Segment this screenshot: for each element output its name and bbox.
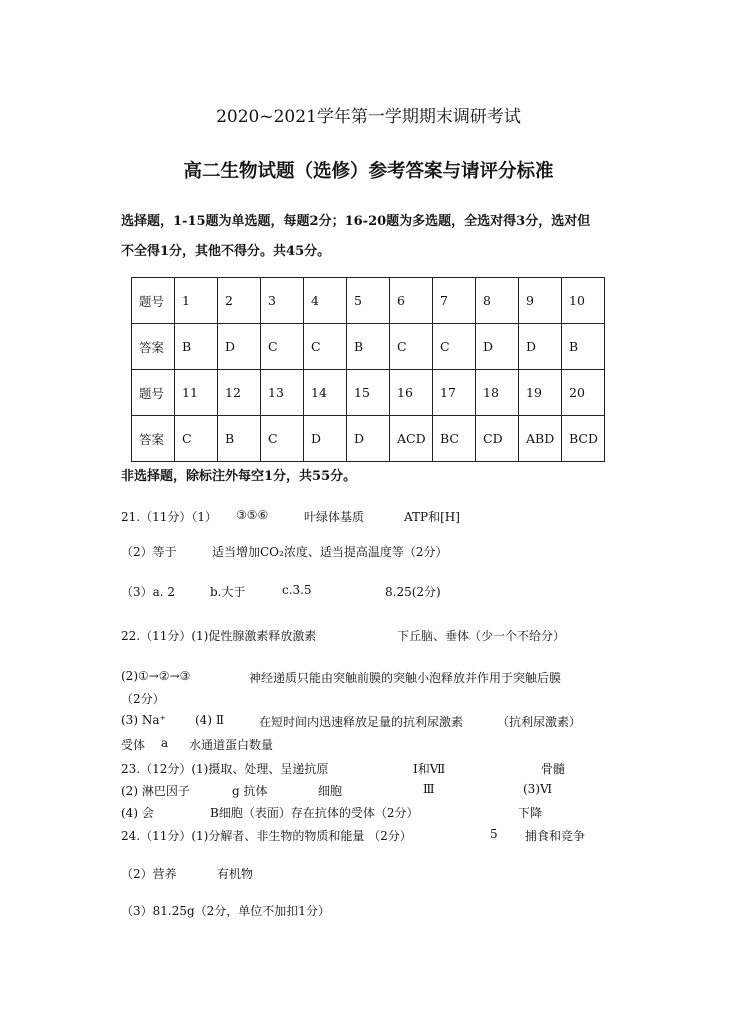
answer-q22-1-part-1: 下丘脑、垂体（少一个不给分） [397,629,566,643]
answer-q22-1-part-0: 22.（11分）(1)促性腺激素释放激素 [121,629,317,643]
table-cell: CD [476,416,519,462]
table-cell: 7 [433,278,476,324]
table-cell: 5 [347,278,390,324]
table-cell: C [433,324,476,370]
table-cell: C [261,416,304,462]
table-cell: B [218,416,261,462]
answer-q22-3-part-1: (4) Ⅱ [195,713,224,727]
table-cell: D [218,324,261,370]
answer-q23-2-part-2: 细胞 [318,784,343,798]
table-cell: 2 [218,278,261,324]
table-cell: 13 [261,370,304,416]
answer-q23-2-part-3: Ⅲ [423,782,435,796]
answer-q21-3-part-3: 8.25(2分) [385,585,441,599]
table-cell: 20 [562,370,605,416]
table-cell: ABD [519,416,562,462]
table-cell: C [304,324,347,370]
table-row [132,370,605,416]
table-cell: 18 [476,370,519,416]
table-row [132,278,605,324]
answer-q21-2-part-0: （2）等于 [121,545,177,559]
answer-q21-3-part-0: （3）a. 2 [121,585,176,599]
answer-q23-1-part-0: 23.（12分）(1)摄取、处理、呈递抗原 [121,762,329,776]
table-cell: 14 [304,370,347,416]
exam-title: 2020~2021学年第一学期期末调研考试 [216,107,521,127]
nonchoice-heading: 非选择题，除标注外每空1分，共55分。 [121,469,357,484]
answer-q23-3-part-1: B细胞（表面）存在抗体的受体（2分） [210,806,419,820]
table-cell: ACD [390,416,433,462]
answer-q22-3-part-2: 在短时间内迅速释放足量的抗利尿激素 [259,715,464,729]
table-cell: D [347,416,390,462]
table-cell: 15 [347,370,390,416]
answer-table [131,277,605,462]
table-cell: 1 [175,278,218,324]
exam-subtitle: 高二生物试题（选修）参考答案与请评分标准 [183,161,554,182]
answer-q24-3-part-0: （3）81.25g（2分，单位不加扣1分） [121,904,330,918]
table-cell: 6 [390,278,433,324]
answer-q23-2-part-1: g 抗体 [232,784,268,798]
table-cell: D [304,416,347,462]
answer-q24-2-part-1: 有机物 [217,867,254,881]
answer-q24-1-part-0: 24.（11分）(1)分解者、非生物的物质和能量 （2分） [121,829,412,843]
intro-line-1: 选择题，1-15题为单选题，每题2分；16-20题为多选题，全选对得3分，选对但 [121,214,591,229]
table-cell: 4 [304,278,347,324]
answer-q21-3-part-2: c.3.5 [282,583,312,597]
answer-q21-1-part-1: ③⑤⑥ [236,508,269,522]
table-cell: B [562,324,605,370]
answer-q21-1-part-0: 21.（11分）（1） [121,510,217,524]
table-cell: C [390,324,433,370]
table-cell: D [519,324,562,370]
answer-q21-1-part-3: ATP和[H] [404,510,460,524]
table-row [132,324,605,370]
table-cell: B [175,324,218,370]
table-cell: 19 [519,370,562,416]
answer-q22-2-part-0: (2)①→②→③ [121,669,191,683]
answer-q22-4-part-1: a [161,736,169,750]
table-cell: BCD [562,416,605,462]
table-cell: 11 [175,370,218,416]
answer-q21-3-part-1: b.大于 [210,585,246,599]
answer-q21-1-part-2: 叶绿体基质 [304,510,365,524]
answer-q22-2-part-1: 神经递质只能由突触前膜的突触小泡释放并作用于突触后膜 [249,671,562,685]
answer-q22-3-part-0: (3) Na⁺ [121,713,166,727]
answer-q23-3-part-0: (4) 会 [121,806,154,820]
answer-q22-3-part-3: （抗利尿激素） [497,715,582,729]
answer-q23-1-part-1: Ⅰ和Ⅶ [413,762,446,776]
table-cell: 8 [476,278,519,324]
table-cell: 3 [261,278,304,324]
answer-q23-2-part-4: (3)Ⅵ [523,782,553,796]
table-cell: BC [433,416,476,462]
intro-line-2: 不全得1分，其他不得分。共45分。 [121,244,331,259]
table-cell: C [175,416,218,462]
answer-q21-2-part-1: 适当增加CO₂浓度、适当提高温度等（2分） [212,545,448,559]
row-header-cell: 题号 [132,278,175,324]
answer-q22-4-part-2: 水通道蛋白数量 [189,738,274,752]
table-cell: C [261,324,304,370]
answer-q24-1-part-2: 捕食和竞争 [525,829,586,843]
table-cell: 12 [218,370,261,416]
row-header-cell: 答案 [132,324,175,370]
table-cell: 17 [433,370,476,416]
row-header-cell: 答案 [132,416,175,462]
table-cell: D [476,324,519,370]
table-row [132,416,605,462]
answer-q23-2-part-0: (2) 淋巴因子 [121,784,190,798]
answer-q24-1-part-1: 5 [490,827,498,841]
answer-q22-2b-part-0: （2分） [121,692,165,706]
answer-q23-1-part-2: 骨髓 [541,762,566,776]
answer-q23-3-part-2: 下降 [518,806,543,820]
table-cell: 16 [390,370,433,416]
table-cell: B [347,324,390,370]
answer-q22-4-part-0: 受体 [121,738,146,752]
row-header-cell: 题号 [132,370,175,416]
answer-q24-2-part-0: （2）营养 [121,867,177,881]
table-cell: 10 [562,278,605,324]
table-cell: 9 [519,278,562,324]
